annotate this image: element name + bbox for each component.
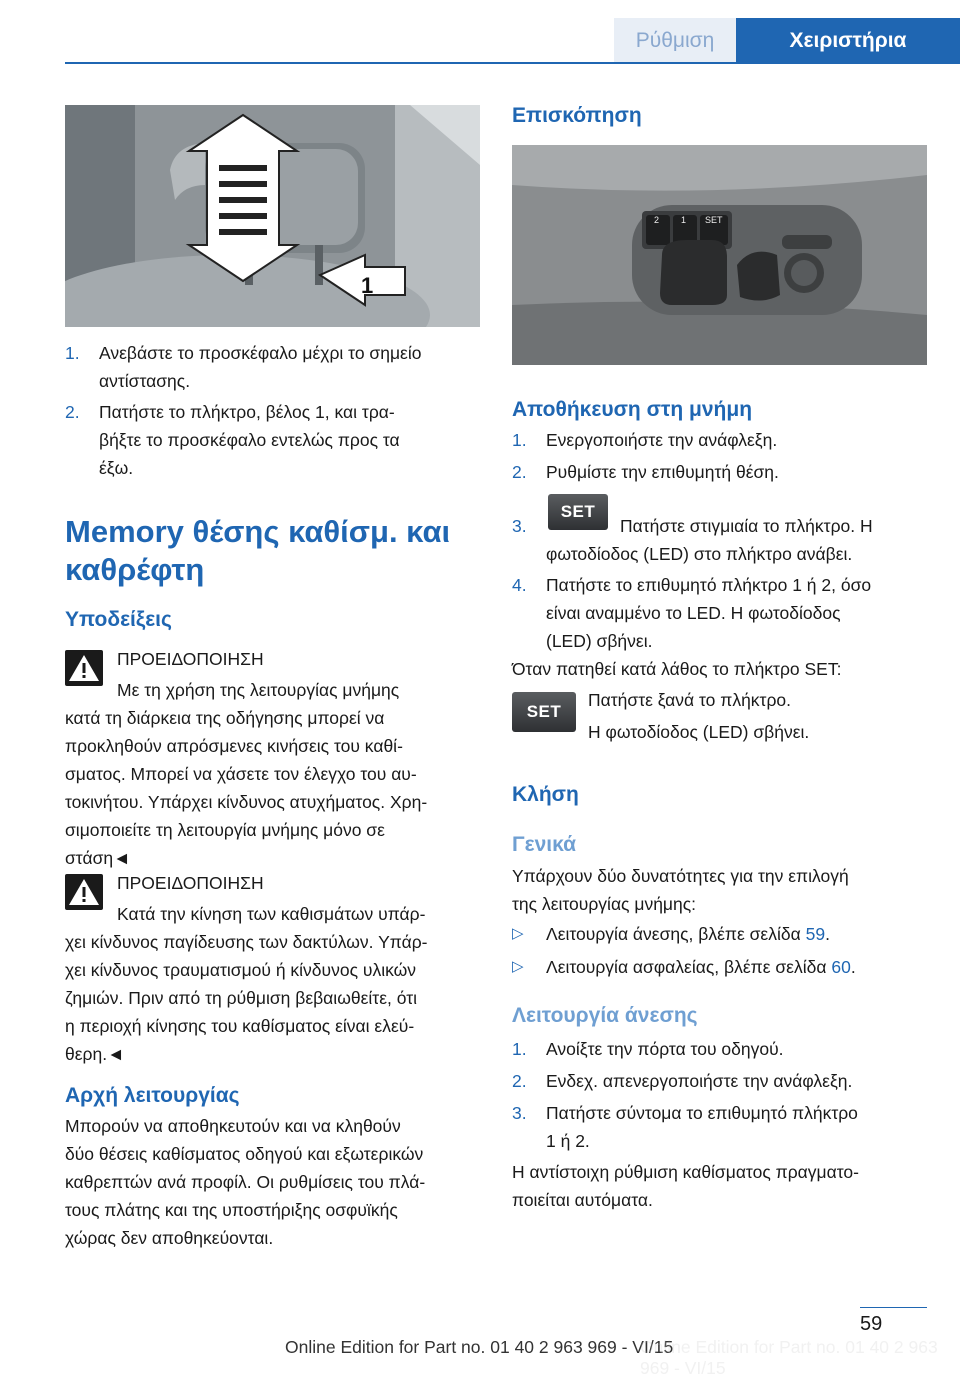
warning-icon (65, 650, 103, 686)
step-number: 1. (65, 343, 80, 363)
principle-text: δύο θέσεις καθίσματος οδηγού και εξωτερικών (65, 1144, 424, 1164)
set-button-icon: SET (512, 692, 576, 732)
general-text: Υπάρχουν δύο δυνατότητες για την επιλογή (512, 866, 849, 886)
mistake-text: Πατήστε ξανά το πλήκτρο. (588, 690, 792, 710)
warning-text: σιμοποιείτε τη λειτουργία μνήμης μόνο σε (65, 820, 385, 840)
warning-text: θερη.◄ (65, 1044, 125, 1064)
bullet-triangle-icon: ▷ (512, 925, 524, 942)
page-header (0, 0, 960, 62)
step-text: αντίστασης. (99, 371, 191, 391)
step-text: Πατήστε σύντομα το επιθυμητό πλήκτρο (546, 1103, 858, 1123)
step-text: φωτοδίοδος (LED) στο πλήκτρο ανάβει. (546, 544, 853, 564)
step-text: (LED) σβήνει. (546, 631, 653, 651)
step-text: έξω. (99, 458, 134, 478)
notes-heading: Υποδείξεις (65, 608, 172, 631)
warning-text: Κατά την κίνηση των καθισμάτων υπάρ‐ (117, 904, 426, 924)
warning-text: στάση◄ (65, 848, 131, 868)
step-text: Ανοίξτε την πόρτα του οδηγού. (546, 1039, 784, 1059)
warning-text: χει κίνδυνος τραυματισμού ή κίνδυνος υλικών (65, 960, 417, 980)
warning-text: Με τη χρήση της λειτουργίας μνήμης (117, 680, 400, 700)
warning-text: ζημιών. Πριν από τη ρύθμιση βεβαιωθείτε, ότι (65, 988, 417, 1008)
warning-title: ΠΡΟΕΙΔΟΠΟΙΗΣΗ (117, 873, 264, 893)
mistake-text: Η φωτοδίοδος (LED) σβήνει. (588, 722, 810, 742)
principle-text: τους πλάτης και της υποστήριξης οσφυϊκής (65, 1200, 398, 1220)
step-text: Πατήστε στιγμιαία το πλήκτρο. Η (620, 516, 873, 536)
option-item[interactable]: Λειτουργία άνεσης, βλέπε σελίδα 59. (546, 924, 830, 944)
set-button-icon: SET (548, 494, 608, 530)
step-text: Ανεβάστε το προσκέφαλο μέχρι το σημείο (99, 343, 422, 363)
page-link[interactable]: 60 (831, 957, 851, 977)
step-text: Πατήστε το επιθυμητό πλήκτρο 1 ή 2, όσο (546, 575, 872, 595)
store-heading: Αποθήκευση στη μνήμη (512, 398, 753, 421)
header-rule (65, 62, 960, 64)
bullet-triangle-icon: ▷ (512, 958, 524, 975)
principle-text: Μπορούν να αποθηκευτούν και να κληθούν (65, 1116, 401, 1136)
section-heading: Memory θέσης καθίσμ. και (65, 514, 451, 549)
step-text: Ενδεχ. απενεργοποιήστε την ανάφλεξη. (546, 1071, 853, 1091)
step-text: είναι αναμμένο το LED. Η φωτοδίοδος (546, 603, 841, 623)
step-text: Ενεργοποιήστε την ανάφλεξη. (546, 430, 778, 450)
step-text: βήξτε το προσκέφαλο εντελώς προς τα (99, 430, 400, 450)
comfort-heading: Λειτουργία άνεσης (512, 1004, 698, 1027)
warning-text: χει κίνδυνος παγίδευσης των δακτύλων. Υπάρ‐ (65, 932, 428, 952)
warning-text: τοκινήτου. Υπάρχει κίνδυνος ατυχήματος. Χρη‐ (65, 792, 428, 812)
principle-text: καθρεπτών ανά προφίλ. Οι ρυθμίσεις του πλά‐ (65, 1172, 426, 1192)
footer-rule (860, 1307, 927, 1308)
edition-text: Online Edition for Part no. 01 40 2 963 969 - VI/15 (285, 1337, 674, 1357)
principle-heading: Αρχή λειτουργίας (65, 1084, 240, 1107)
step-number: 3. (512, 516, 527, 536)
option-item[interactable]: Λειτουργία ασφαλείας, βλέπε σελίδα 60. (546, 957, 856, 977)
warning-text: σματος. Μπορεί να χάσετε τον έλεγχο του αυ‐ (65, 764, 417, 784)
step-number: 2. (65, 402, 80, 422)
step-number: 4. (512, 575, 527, 595)
page-link[interactable]: 59 (805, 924, 826, 944)
step-text: Πατήστε το πλήκτρο, βέλος 1, και τρα‐ (99, 402, 395, 422)
general-heading: Γενικά (512, 833, 577, 856)
step-number: 1. (512, 1039, 527, 1059)
photo-button-label: 1 (681, 215, 687, 225)
overview-heading: Επισκόπηση (512, 104, 642, 127)
headrest-photo (65, 105, 480, 327)
general-text: της λειτουργίας μνήμης: (512, 894, 697, 914)
warning-text: προκληθούν απρόσμενες κινήσεις του καθί‐ (65, 736, 403, 756)
step-text: Ρυθμίστε την επιθυμητή θέση. (546, 462, 779, 482)
step-number: 2. (512, 1071, 527, 1091)
photo-button-label: 2 (654, 215, 660, 225)
tab-adjust[interactable]: Ρύθμιση (614, 18, 736, 62)
page-number: 59 (860, 1313, 883, 1335)
seat-controls-photo (512, 145, 927, 365)
mistake-text: Όταν πατηθεί κατά λάθος το πλήκτρο SET: (512, 659, 842, 679)
section-heading: καθρέφτη (65, 552, 205, 587)
step-number: 2. (512, 462, 527, 482)
watermark-text: Online Edition for Part no. 01 40 2 963 969 - VI/15 (640, 1337, 938, 1378)
tab-controls[interactable]: Χειριστήρια (736, 18, 960, 62)
warning-text: κατά τη διάρκεια της οδήγησης μπορεί να (65, 708, 385, 728)
step-number: 1. (512, 430, 527, 450)
warning-icon (65, 874, 103, 910)
photo-button-label: SET (705, 215, 723, 225)
step-text: 1 ή 2. (546, 1131, 590, 1151)
warning-text: η περιοχή κίνησης του καθίσματος είναι ελεύ‐ (65, 1016, 415, 1036)
comfort-result: Η αντίστοιχη ρύθμιση καθίσματος πραγματο‐ (512, 1162, 859, 1182)
principle-text: χώρας δεν αποθηκεύονται. (65, 1228, 274, 1248)
step-number: 3. (512, 1103, 527, 1123)
warning-title: ΠΡΟΕΙΔΟΠΟΙΗΣΗ (117, 649, 264, 669)
recall-heading: Κλήση (512, 783, 579, 806)
comfort-result: ποιείται αυτόματα. (512, 1190, 653, 1210)
photo-callout-1: 1 (361, 273, 374, 298)
